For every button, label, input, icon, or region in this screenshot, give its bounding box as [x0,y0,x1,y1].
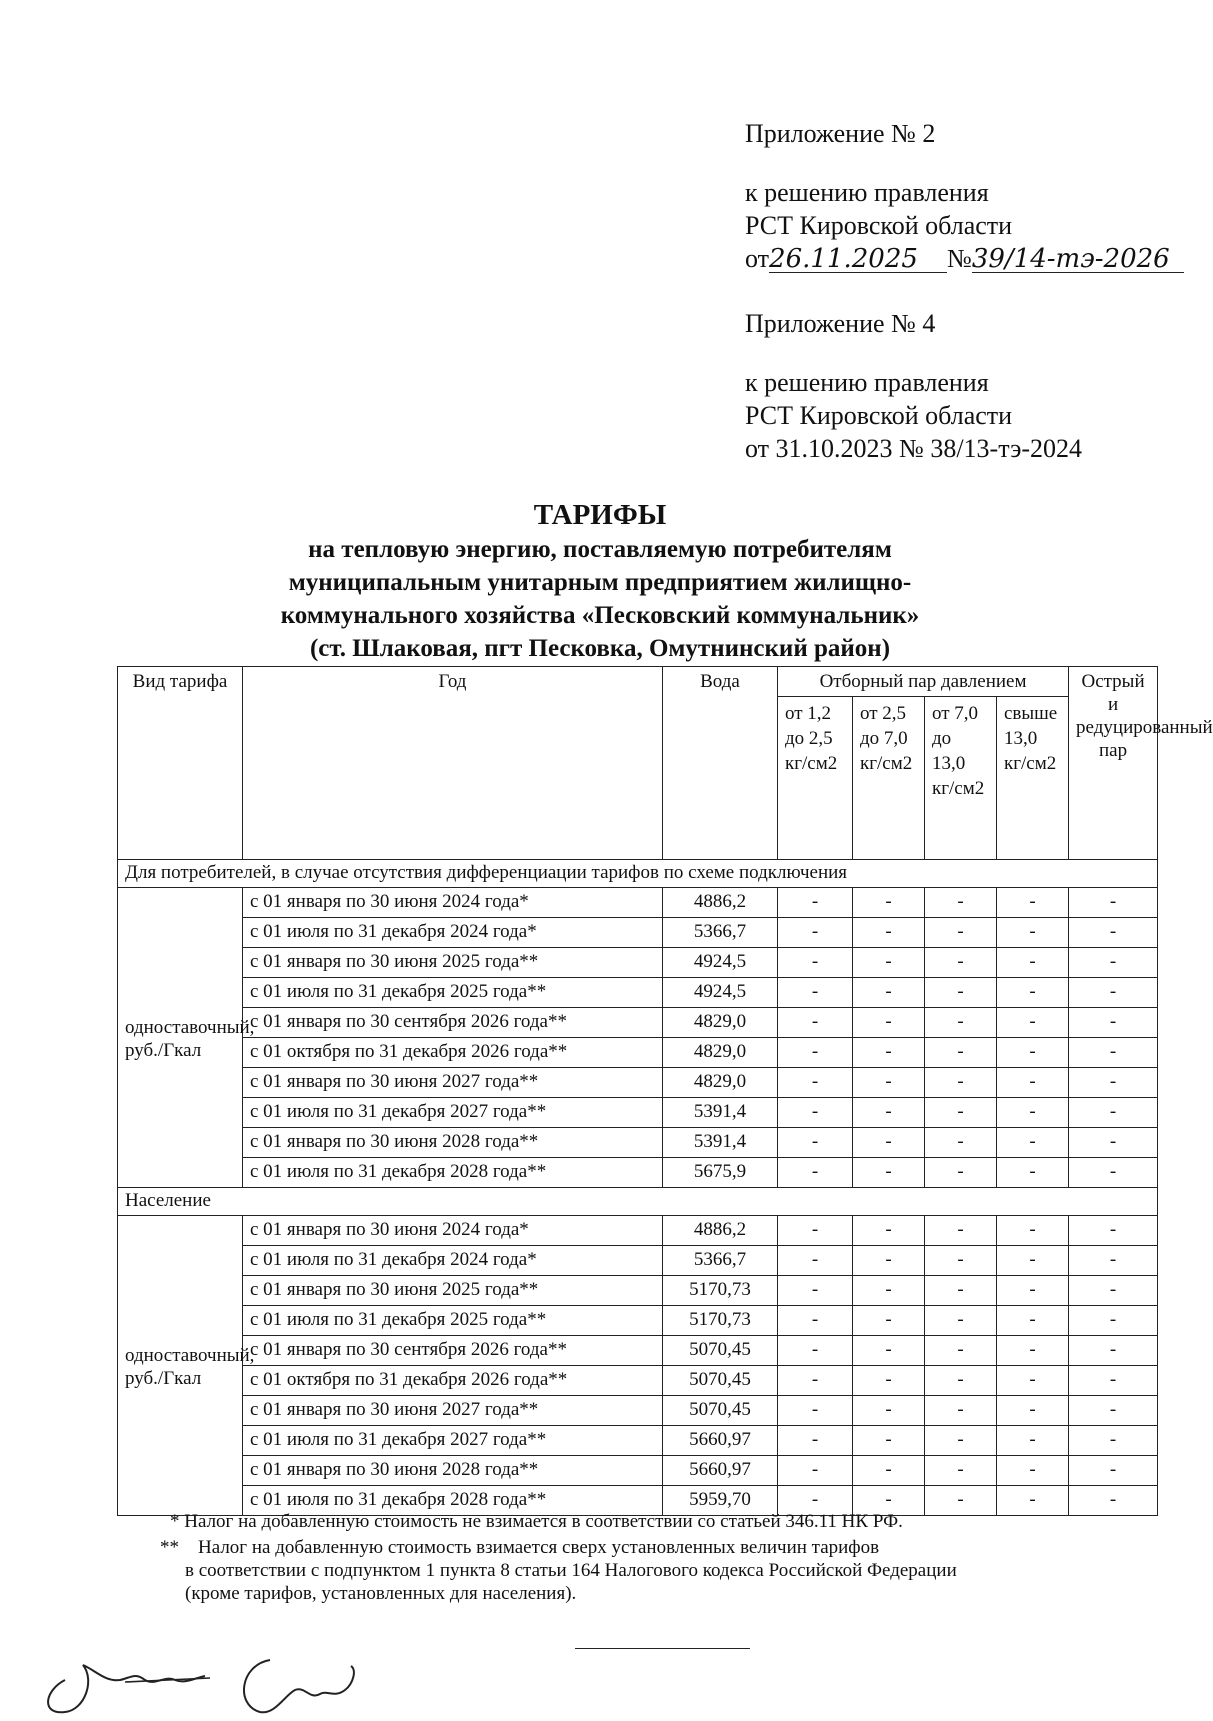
p1-cell: - [778,1456,853,1486]
appendix-4-block [745,307,1082,465]
p2-cell: - [853,1246,925,1276]
appendix-2-line2: РСТ Кировской области [745,211,1013,240]
period-cell: с 01 января по 30 июня 2028 года** [243,1128,663,1158]
p3-cell: - [925,1486,997,1516]
p2-cell: - [853,1336,925,1366]
p3-cell: - [925,1038,997,1068]
water-tariff-cell: 5070,45 [663,1396,778,1426]
p4-cell: - [997,1158,1069,1188]
sharp-cell: - [1069,1336,1158,1366]
section-title: Для потребителей, в случае отсутствия дифференциации тарифов по схеме подключения [118,860,1158,888]
p1-cell: - [778,1216,853,1246]
p4-cell: - [997,1098,1069,1128]
p3-cell: - [925,1128,997,1158]
water-tariff-cell: 5660,97 [663,1456,778,1486]
header-steam: Отборный пар давлением [778,667,1069,697]
appendix-2-title: Приложение № 2 [745,119,936,148]
water-tariff-cell: 5170,73 [663,1306,778,1336]
footnote-2-mark: ** [160,1537,179,1558]
sharp-cell: - [1069,978,1158,1008]
tariffs-table [117,666,1213,1516]
tariff-kind: одноставочный, руб./Гкал [118,888,243,1188]
appendix-2-block [745,117,1184,275]
p2-cell: - [853,1098,925,1128]
period-cell: с 01 января по 30 сентября 2026 года** [243,1008,663,1038]
period-cell: с 01 июля по 31 декабря 2025 года** [243,1306,663,1336]
p3-cell: - [925,918,997,948]
sharp-cell: - [1069,1216,1158,1246]
header-pressure-3: от 7,0 до 13,0 кг/см2 [925,697,997,860]
p4-cell: - [997,1216,1069,1246]
header-pressure-4: свыше 13,0 кг/см2 [997,697,1069,860]
table-row [118,978,1158,1008]
table-row [118,1008,1158,1038]
period-cell: с 01 января по 30 июня 2025 года** [243,948,663,978]
table-row [118,1426,1158,1456]
appendix-4-title: Приложение № 4 [745,309,936,338]
p2-cell: - [853,1366,925,1396]
water-tariff-cell: 5391,4 [663,1098,778,1128]
section1-title-row [118,860,1158,888]
water-tariff-cell: 5660,97 [663,1426,778,1456]
p4-cell: - [997,948,1069,978]
p3-cell: - [925,1158,997,1188]
p1-cell: - [778,1008,853,1038]
document-title [140,497,1060,665]
p2-cell: - [853,888,925,918]
footnote-2-line2: в соответствии с подпунктом 1 пункта 8 статьи 164 Налогового кодекса Российской Федерации [185,1560,957,1581]
p2-cell: - [853,978,925,1008]
sharp-cell: - [1069,1456,1158,1486]
appendix-4-line3: от 31.10.2023 № 38/13-тэ-2024 [745,434,1083,463]
footnote-2-line1: Налог на добавленную стоимость взимается сверх установленных величин тарифов [198,1537,880,1558]
p1-cell: - [778,888,853,918]
sharp-cell: - [1069,1128,1158,1158]
p3-cell: - [925,978,997,1008]
p3-cell: - [925,1336,997,1366]
p3-cell: - [925,1276,997,1306]
p1-cell: - [778,1246,853,1276]
header-row [118,667,1158,697]
sharp-cell: - [1069,1426,1158,1456]
sharp-cell: - [1069,888,1158,918]
sharp-cell: - [1069,1038,1158,1068]
section2-title-row [118,1188,1158,1216]
period-cell: с 01 января по 30 июня 2024 года* [243,1216,663,1246]
p3-cell: - [925,1396,997,1426]
p4-cell: - [997,978,1069,1008]
p2-cell: - [853,948,925,978]
water-tariff-cell: 5366,7 [663,1246,778,1276]
title-line1: на тепловую энергию, поставляемую потребителям [308,536,892,563]
water-tariff-cell: 4886,2 [663,1216,778,1246]
period-cell: с 01 января по 30 июня 2025 года** [243,1276,663,1306]
tariff-kind: одноставочный, руб./Гкал [118,1216,243,1516]
handwritten-date: 26.11.2025 [769,246,947,273]
appendix-2-line1: к решению правления [745,178,989,207]
p4-cell: - [997,1128,1069,1158]
table-row [118,1276,1158,1306]
p4-cell: - [997,1366,1069,1396]
title-line4: (ст. Шлаковая, пгт Песковка, Омутнинский район) [309,635,891,662]
p3-cell: - [925,1098,997,1128]
appendix-4-line1: к решению правления [745,368,989,397]
sharp-cell: - [1069,1396,1158,1426]
sharp-cell: - [1069,1486,1158,1516]
p1-cell: - [778,978,853,1008]
p2-cell: - [853,1486,925,1516]
handwritten-number: 39/14-тэ-2026 [972,246,1184,273]
appendix-4-line2: РСТ Кировской области [745,401,1013,430]
table-row [118,1396,1158,1426]
sharp-cell: - [1069,1276,1158,1306]
p1-cell: - [778,1426,853,1456]
table-row [118,918,1158,948]
water-tariff-cell: 4829,0 [663,1008,778,1038]
p1-cell: - [778,1098,853,1128]
period-cell: с 01 января по 30 июня 2024 года* [243,888,663,918]
table-row [118,1336,1158,1366]
p3-cell: - [925,1306,997,1336]
p4-cell: - [997,1336,1069,1366]
header-pressure-2: от 2,5 до 7,0 кг/см2 [853,697,925,860]
table-row [118,948,1158,978]
p1-cell: - [778,1366,853,1396]
p2-cell: - [853,1158,925,1188]
p3-cell: - [925,1068,997,1098]
sharp-cell: - [1069,1068,1158,1098]
table-row [118,1306,1158,1336]
header-pressure-1: от 1,2 до 2,5 кг/см2 [778,697,853,860]
sharp-cell: - [1069,1158,1158,1188]
sharp-cell: - [1069,1008,1158,1038]
period-cell: с 01 октября по 31 декабря 2026 года** [243,1366,663,1396]
period-cell: с 01 января по 30 сентября 2026 года** [243,1336,663,1366]
p3-cell: - [925,1246,997,1276]
period-cell: с 01 января по 30 июня 2027 года** [243,1396,663,1426]
p2-cell: - [853,1216,925,1246]
period-cell: с 01 июля по 31 декабря 2028 года** [243,1486,663,1516]
title-line3: коммунального хозяйства «Песковский коммунальник» [280,602,920,629]
p3-cell: - [925,1426,997,1456]
from-prefix: от [745,244,770,273]
p1-cell: - [778,1306,853,1336]
period-cell: с 01 июля по 31 декабря 2027 года** [243,1426,663,1456]
appendix-2-decision-ref [745,242,1184,275]
table-row [118,1068,1158,1098]
sharp-cell: - [1069,948,1158,978]
water-tariff-cell: 5170,73 [663,1276,778,1306]
table-row [118,1216,1158,1246]
p3-cell: - [925,888,997,918]
table-row [118,1098,1158,1128]
number-sign: № [947,244,972,273]
p4-cell: - [997,1486,1069,1516]
header-water: Вода [663,667,778,860]
p4-cell: - [997,1306,1069,1336]
p2-cell: - [853,1276,925,1306]
p3-cell: - [925,1456,997,1486]
footnote-1: * Налог на добавленную стоимость не взимается в соответствии со статьей 346.11 НК РФ. [170,1511,903,1532]
p2-cell: - [853,1306,925,1336]
period-cell: с 01 июля по 31 декабря 2027 года** [243,1098,663,1128]
period-cell: с 01 января по 30 июня 2027 года** [243,1068,663,1098]
footnote-2 [160,1536,1155,1605]
p1-cell: - [778,918,853,948]
footnotes [160,1510,1155,1605]
sharp-cell: - [1069,918,1158,948]
sharp-cell: - [1069,1366,1158,1396]
footnote-2-line3: (кроме тарифов, установленных для населения). [185,1583,577,1604]
water-tariff-cell: 5391,4 [663,1128,778,1158]
p2-cell: - [853,1038,925,1068]
p1-cell: - [778,1396,853,1426]
water-tariff-cell: 5070,45 [663,1366,778,1396]
p4-cell: - [997,1426,1069,1456]
section-title: Население [118,1188,1158,1216]
table-row [118,1456,1158,1486]
water-tariff-cell: 4924,5 [663,978,778,1008]
p1-cell: - [778,1128,853,1158]
p4-cell: - [997,1038,1069,1068]
p2-cell: - [853,1128,925,1158]
p1-cell: - [778,1336,853,1366]
p2-cell: - [853,1008,925,1038]
period-cell: с 01 октября по 31 декабря 2026 года** [243,1038,663,1068]
p2-cell: - [853,918,925,948]
handwritten-signature [35,1620,375,1720]
p1-cell: - [778,1276,853,1306]
sharp-cell: - [1069,1098,1158,1128]
title-main: ТАРИФЫ [533,499,667,531]
p3-cell: - [925,948,997,978]
table-row [118,888,1158,918]
p4-cell: - [997,1276,1069,1306]
water-tariff-cell: 5675,9 [663,1158,778,1188]
p4-cell: - [997,1396,1069,1426]
table-row [118,1158,1158,1188]
p1-cell: - [778,948,853,978]
period-cell: с 01 июля по 31 декабря 2025 года** [243,978,663,1008]
p1-cell: - [778,1068,853,1098]
table-row [118,1038,1158,1068]
period-cell: с 01 января по 30 июня 2028 года** [243,1456,663,1486]
water-tariff-cell: 5070,45 [663,1336,778,1366]
p1-cell: - [778,1486,853,1516]
p1-cell: - [778,1158,853,1188]
p2-cell: - [853,1068,925,1098]
period-cell: с 01 июля по 31 декабря 2024 года* [243,1246,663,1276]
p3-cell: - [925,1008,997,1038]
separator-line [575,1648,750,1649]
p3-cell: - [925,1366,997,1396]
p2-cell: - [853,1396,925,1426]
table-row [118,1246,1158,1276]
p4-cell: - [997,1456,1069,1486]
header-year: Год [243,667,663,860]
p4-cell: - [997,1008,1069,1038]
title-line2: муниципальным унитарным предприятием жилищно- [288,569,912,596]
p4-cell: - [997,888,1069,918]
p1-cell: - [778,1038,853,1068]
p3-cell: - [925,1216,997,1246]
header-sharp-steam: Острый и редуцированный пар [1069,667,1158,860]
sharp-cell: - [1069,1246,1158,1276]
p2-cell: - [853,1456,925,1486]
table-row [118,1366,1158,1396]
period-cell: с 01 июля по 31 декабря 2028 года** [243,1158,663,1188]
water-tariff-cell: 4829,0 [663,1068,778,1098]
water-tariff-cell: 4829,0 [663,1038,778,1068]
p2-cell: - [853,1426,925,1456]
header-kind: Вид тарифа [118,667,243,860]
water-tariff-cell: 5366,7 [663,918,778,948]
water-tariff-cell: 4886,2 [663,888,778,918]
p4-cell: - [997,1246,1069,1276]
p4-cell: - [997,1068,1069,1098]
table-row [118,1128,1158,1158]
period-cell: с 01 июля по 31 декабря 2024 года* [243,918,663,948]
water-tariff-cell: 4924,5 [663,948,778,978]
p4-cell: - [997,918,1069,948]
water-tariff-cell: 5959,70 [663,1486,778,1516]
sharp-cell: - [1069,1306,1158,1336]
